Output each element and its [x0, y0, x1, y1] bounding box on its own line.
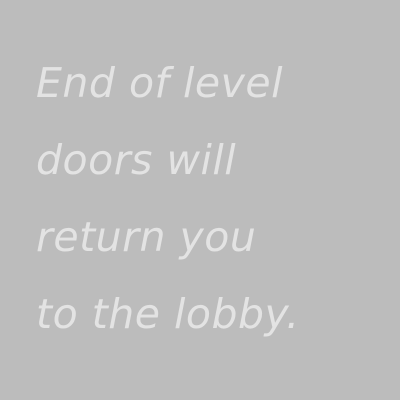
- message-line-3: return you: [36, 213, 257, 261]
- message-line-4: to the lobby.: [36, 290, 300, 338]
- end-of-level-message: [36, 45, 386, 353]
- message-line-1: End of level: [36, 59, 283, 107]
- message-line-2: doors will: [36, 136, 237, 184]
